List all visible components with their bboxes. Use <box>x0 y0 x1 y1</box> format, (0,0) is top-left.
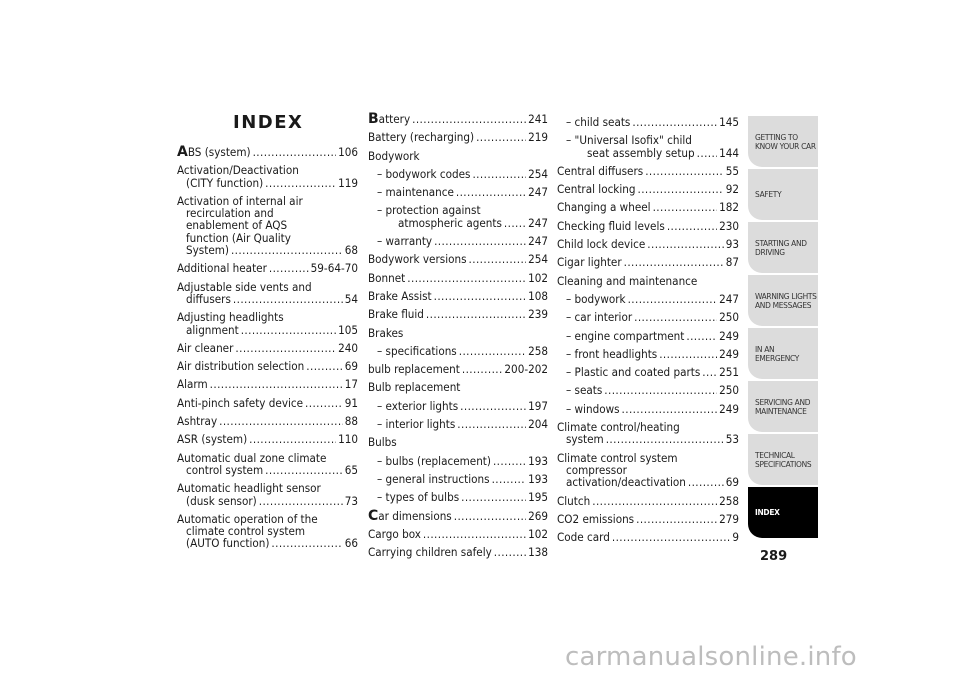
page-ref: 251 <box>719 365 739 380</box>
tab-technical-specifications[interactable]: TECHNICAL SPECIFICATIONS <box>748 434 818 485</box>
page-ref: 219 <box>528 130 548 145</box>
index-entry <box>177 397 358 409</box>
page-ref: 279 <box>719 511 739 526</box>
page-ref: 249 <box>719 401 739 416</box>
page-ref: 250 <box>719 310 739 325</box>
entry-text: – child seats <box>566 115 631 129</box>
page-ref: 53 <box>725 432 739 447</box>
entry-text: Activation of internal air <box>177 193 303 208</box>
index-subentry <box>368 186 548 198</box>
entry-text: diffusers <box>186 291 231 306</box>
entry-text: climate control system <box>186 524 306 539</box>
entry-text: – front headlights <box>566 346 658 361</box>
entry-text: (CITY function) <box>186 175 264 190</box>
entry-text: ar dimensions <box>378 508 452 523</box>
entry-text: – bodywork <box>566 291 626 306</box>
index-subentry <box>368 418 548 430</box>
watermark: carmanualsonline.info <box>565 642 857 672</box>
tab-in-an-emergency[interactable]: IN AN EMERGENCY <box>748 328 818 379</box>
entry-text: alignment <box>186 322 239 337</box>
page-ref: 102 <box>528 526 548 541</box>
entry-text: Cargo box <box>368 526 421 541</box>
entry-text: Automatic dual zone climate <box>177 450 327 465</box>
index-heading: Bodywork <box>368 148 420 163</box>
entry-text: Cigar lighter <box>557 255 622 270</box>
index-subentry <box>368 345 548 357</box>
entry-text: Ashtray <box>177 414 218 429</box>
page-ref: 247 <box>528 234 548 249</box>
tab-starting-and-driving[interactable]: STARTING AND DRIVING <box>748 222 818 273</box>
page-ref: 106 <box>338 145 358 159</box>
entry-text: – types of bulbs <box>377 490 460 505</box>
entry-text: – maintenance <box>377 185 454 200</box>
entry-text: Additional heater <box>177 261 267 276</box>
page-title: INDEX <box>233 112 304 133</box>
index-column-2 <box>368 113 548 564</box>
index-entry <box>177 262 358 274</box>
page-ref: 119 <box>338 175 358 190</box>
page-ref: 138 <box>528 545 548 560</box>
index-entry <box>557 183 739 195</box>
entry-text: Bonnet <box>368 270 406 285</box>
page-ref: 87 <box>725 255 739 270</box>
entry-text: – engine compartment <box>566 328 685 343</box>
entry-text: system <box>566 432 604 447</box>
index-entry <box>557 238 739 250</box>
index-entry <box>177 433 358 445</box>
entry-text: seat assembly setup <box>587 145 695 160</box>
entry-text: Checking fluid levels <box>557 218 665 233</box>
page-ref: 102 <box>528 270 548 285</box>
entry-text: Bodywork versions <box>368 252 467 267</box>
entry-text: enablement of AQS <box>186 218 288 233</box>
entry-text: control system <box>186 462 264 477</box>
index-subentry <box>368 491 548 503</box>
page-ref: 249 <box>719 328 739 343</box>
page-ref: 258 <box>528 343 548 358</box>
index-entry <box>368 131 548 143</box>
entry-text: CO2 emissions <box>557 511 635 526</box>
index-entry <box>557 531 739 543</box>
index-subentry <box>368 168 548 180</box>
page-ref: 145 <box>719 115 739 129</box>
tab-safety[interactable]: SAFETY <box>748 169 818 220</box>
entry-text: – "Universal Isofix" child <box>566 133 692 148</box>
page-ref: 91 <box>344 395 358 410</box>
entry-text: Alarm <box>177 377 208 392</box>
page-ref: 69 <box>725 475 739 490</box>
entry-text: (AUTO function) <box>186 536 270 551</box>
entry-text: Code card <box>557 530 610 545</box>
page-ref: 66 <box>344 536 358 551</box>
tab-index[interactable]: INDEX <box>748 487 818 538</box>
entry-text: Automatic operation of the <box>177 511 318 526</box>
entry-text: ASR (system) <box>177 432 248 447</box>
page-ref: 247 <box>719 291 739 306</box>
entry-text: – exterior lights <box>377 398 459 413</box>
entry-text: Air distribution selection <box>177 359 305 374</box>
index-heading: Bulbs <box>368 435 397 450</box>
page-ref: 92 <box>725 182 739 197</box>
index-entry <box>177 360 358 372</box>
section-letter: C <box>368 507 379 524</box>
entry-text: BS (system) <box>187 145 251 159</box>
page-ref: 69 <box>344 359 358 374</box>
page-ref: 249 <box>719 346 739 361</box>
entry-text: function (Air Quality <box>186 230 291 245</box>
index-subentry <box>368 235 548 247</box>
index-entry <box>368 363 548 375</box>
entry-text: recirculation and <box>186 206 274 221</box>
index-subentry <box>557 366 739 378</box>
index-subentry <box>557 311 739 323</box>
index-entry <box>177 452 358 477</box>
entry-text: Air cleaner <box>177 340 234 355</box>
entry-text: Child lock device <box>557 237 646 252</box>
index-subentry <box>557 403 739 415</box>
index-entry <box>368 546 548 558</box>
entry-text: Anti-pinch safety device <box>177 395 304 410</box>
page-ref: 239 <box>528 307 548 322</box>
index-subentry <box>368 400 548 412</box>
index-entry <box>177 164 358 189</box>
page-ref: 258 <box>719 493 739 508</box>
index-subentry <box>557 134 739 159</box>
page-ref: 247 <box>528 185 548 200</box>
page-ref: 9 <box>732 530 739 545</box>
entry-text: Clutch <box>557 493 591 508</box>
chapter-tabs <box>748 116 818 540</box>
page-ref: 240 <box>338 340 358 355</box>
page-ref: 54 <box>344 291 358 306</box>
page-ref: 197 <box>528 398 548 413</box>
index-heading: Brakes <box>368 325 404 340</box>
index-heading: Cleaning and maintenance <box>557 273 698 288</box>
index-entry <box>557 495 739 507</box>
page-ref: 73 <box>344 493 358 508</box>
page-ref: 230 <box>719 218 739 233</box>
entry-text: Central locking <box>557 182 636 197</box>
entry-text: Brake fluid <box>368 307 424 322</box>
index-entry <box>557 421 739 446</box>
entry-text: – interior lights <box>377 417 456 432</box>
tab-warning-lights-and-messages[interactable]: WARNING LIGHTS AND MESSAGES <box>748 275 818 326</box>
entry-text: Brake Assist <box>368 288 432 303</box>
page-ref: 200-202 <box>504 362 548 377</box>
entry-text: Battery (recharging) <box>368 130 475 145</box>
index-column-3 <box>557 116 739 549</box>
index-entry <box>177 482 358 507</box>
index-subentry <box>557 348 739 360</box>
entry-text: Automatic headlight sensor <box>177 481 321 496</box>
page-ref: 269 <box>528 508 548 523</box>
entry-text: Adjustable side vents and <box>177 279 312 294</box>
entry-text: activation/deactivation <box>566 475 686 490</box>
page-ref: 195 <box>528 490 548 505</box>
entry-text: – general instructions <box>377 471 490 486</box>
entry-text: – windows <box>566 401 620 416</box>
index-entry <box>177 146 358 158</box>
tab-servicing-and-maintenance[interactable]: SERVICING AND MAINTENANCE <box>748 381 818 432</box>
index-column-1 <box>177 146 358 556</box>
page-ref: 59-64-70 <box>310 261 358 276</box>
page-ref: 17 <box>344 377 358 392</box>
entry-text: – warranty <box>377 234 433 249</box>
page-ref: 93 <box>725 237 739 252</box>
entry-text: – specifications <box>377 343 457 358</box>
entry-text: – protection against <box>377 203 481 218</box>
index-entry <box>368 253 548 265</box>
entry-text: Carrying children safely <box>368 545 492 560</box>
entry-text: Changing a wheel <box>557 200 651 215</box>
page-ref: 250 <box>719 383 739 398</box>
index-heading: Bulb replacement <box>368 380 461 395</box>
index-entry <box>557 256 739 268</box>
page-ref: 247 <box>528 215 548 230</box>
index-entry <box>368 272 548 284</box>
index-subentry <box>557 384 739 396</box>
entry-text: – bodywork codes <box>377 166 471 181</box>
index-subentry <box>557 330 739 342</box>
index-subentry <box>557 293 739 305</box>
entry-text: (dusk sensor) <box>186 493 257 508</box>
entry-text: bulb replacement <box>368 362 460 377</box>
tab-getting-to-know-your-car[interactable]: GETTING TO KNOW YOUR CAR <box>748 116 818 167</box>
entry-text: – car interior <box>566 310 633 325</box>
section-letter: B <box>368 111 379 127</box>
page-ref: 68 <box>344 243 358 258</box>
entry-text: attery <box>378 112 411 126</box>
index-entry <box>368 113 548 125</box>
index-entry <box>368 308 548 320</box>
index-entry <box>368 290 548 302</box>
entry-text: System) <box>186 243 229 258</box>
page-number: 289 <box>760 549 788 564</box>
page-ref: 204 <box>528 417 548 432</box>
index-entry <box>557 201 739 213</box>
entry-text: Adjusting headlights <box>177 310 284 325</box>
page-ref: 65 <box>344 462 358 477</box>
index-entry <box>557 513 739 525</box>
index-entry <box>368 507 548 524</box>
index-entry <box>557 220 739 232</box>
page-ref: 254 <box>528 252 548 267</box>
entry-text: Climate control system <box>557 450 678 465</box>
page-ref: 241 <box>528 112 548 126</box>
entry-text: – seats <box>566 383 603 398</box>
index-entry <box>177 342 358 354</box>
page-ref: 105 <box>338 322 358 337</box>
index-subentry <box>368 204 548 229</box>
index-entry <box>368 528 548 540</box>
page-ref: 144 <box>719 145 739 160</box>
entry-text: Activation/Deactivation <box>177 163 299 178</box>
page-ref: 55 <box>725 163 739 178</box>
entry-text: compressor <box>566 462 627 477</box>
entry-text: atmospheric agents <box>398 215 502 230</box>
index-entry <box>177 195 358 256</box>
index-entry <box>557 165 739 177</box>
index-entry <box>177 311 358 336</box>
entry-text: – Plastic and coated parts <box>566 365 701 380</box>
index-subentry <box>557 116 739 128</box>
index-entry <box>177 415 358 427</box>
page-ref: 193 <box>528 453 548 468</box>
page-ref: 88 <box>344 414 358 429</box>
index-subentry <box>368 455 548 467</box>
index-entry <box>177 513 358 550</box>
index-subentry <box>368 473 548 485</box>
page-ref: 254 <box>528 166 548 181</box>
page-ref: 182 <box>719 200 739 215</box>
page-ref: 108 <box>528 288 548 303</box>
index-entry <box>557 452 739 489</box>
section-letter: A <box>177 144 188 160</box>
index-entry <box>177 281 358 306</box>
entry-text: – bulbs (replacement) <box>377 453 491 468</box>
entry-text: Central diffusers <box>557 163 644 178</box>
page-ref: 193 <box>528 471 548 486</box>
entry-text: Climate control/heating <box>557 420 680 435</box>
index-entry <box>177 378 358 390</box>
page-ref: 110 <box>338 432 358 447</box>
